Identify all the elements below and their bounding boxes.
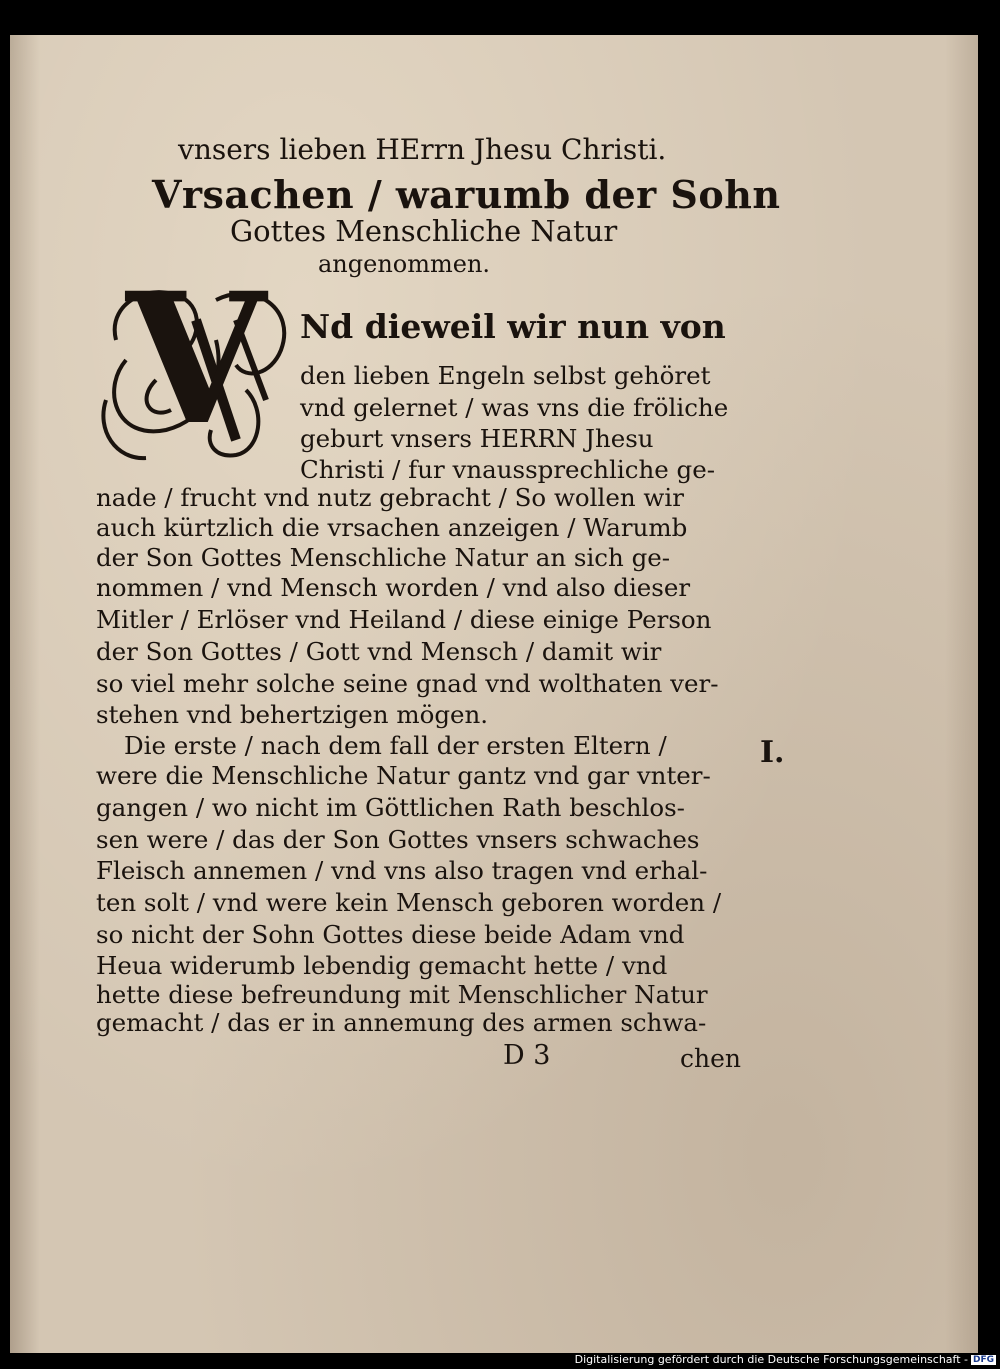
body-line: auch kürtzlich die vrsachen anzeigen / Warumb [96, 513, 688, 542]
signature-mark: D 3 [503, 1040, 551, 1071]
running-title: vnsers lieben HErrn Jhesu Christi. [178, 133, 667, 166]
body-line: Fleisch annemen / vnd vns also tragen vnd erhal- [96, 856, 708, 885]
body-line: so viel mehr solche seine gnad vnd wolthaten ver- [96, 669, 719, 698]
digitization-credit [575, 1353, 996, 1366]
dfg-logo-icon: DFG [972, 1355, 994, 1365]
body-line: der Son Gottes Menschliche Natur an sich ge- [96, 543, 671, 572]
body-line: nade / frucht vnd nutz gebracht / So wollen wir [96, 483, 684, 512]
body-line: den lieben Engeln selbst gehöret [300, 361, 711, 390]
marginal-note: I. [760, 735, 785, 770]
body-line: nommen / vnd Mensch worden / vnd also dieser [96, 573, 691, 602]
heading-line-2: Gottes Menschliche Natur [230, 214, 618, 248]
body-line: Mitler / Erlöser vnd Heiland / diese einige Person [96, 605, 712, 634]
body-line: were die Menschliche Natur gantz vnd gar vnter- [96, 761, 711, 790]
body-line: Nd dieweil wir nun von [300, 307, 726, 346]
catchword: chen [680, 1044, 741, 1073]
body-line: so nicht der Sohn Gottes diese beide Adam vnd [96, 920, 685, 949]
body-line: der Son Gottes / Gott vnd Mensch / damit wir [96, 637, 662, 666]
body-line: gangen / wo nicht im Göttlichen Rath beschlos- [96, 793, 685, 822]
body-line: Heua widerumb lebendig gemacht hette / vnd [96, 951, 668, 980]
credit-text: Digitalisierung gefördert durch die Deutsche Forschungsgemeinschaft - [574, 1353, 968, 1366]
body-line: sen were / das der Son Gottes vnsers schwaches [96, 825, 700, 854]
initial-letter: V [126, 254, 266, 465]
body-line: Die erste / nach dem fall der ersten Eltern / [124, 731, 667, 760]
body-line: gemacht / das er in annemung des armen schwa- [96, 1008, 707, 1037]
body-line: geburt vnsers HERRN Jhesu [300, 424, 654, 453]
body-line: ten solt / vnd were kein Mensch geboren worden / [96, 888, 722, 917]
body-line: hette diese befreundung mit Menschlicher Natur [96, 980, 708, 1009]
heading-line-3: angenommen. [318, 250, 491, 278]
body-line: vnd gelernet / was vns die fröliche [300, 393, 729, 422]
body-line: Christi / fur vnaussprechliche ge- [300, 455, 715, 484]
decorated-initial [96, 254, 296, 470]
heading-line-1: Vrsachen / warumb der Sohn [152, 172, 781, 217]
body-line: stehen vnd behertzigen mögen. [96, 700, 489, 729]
